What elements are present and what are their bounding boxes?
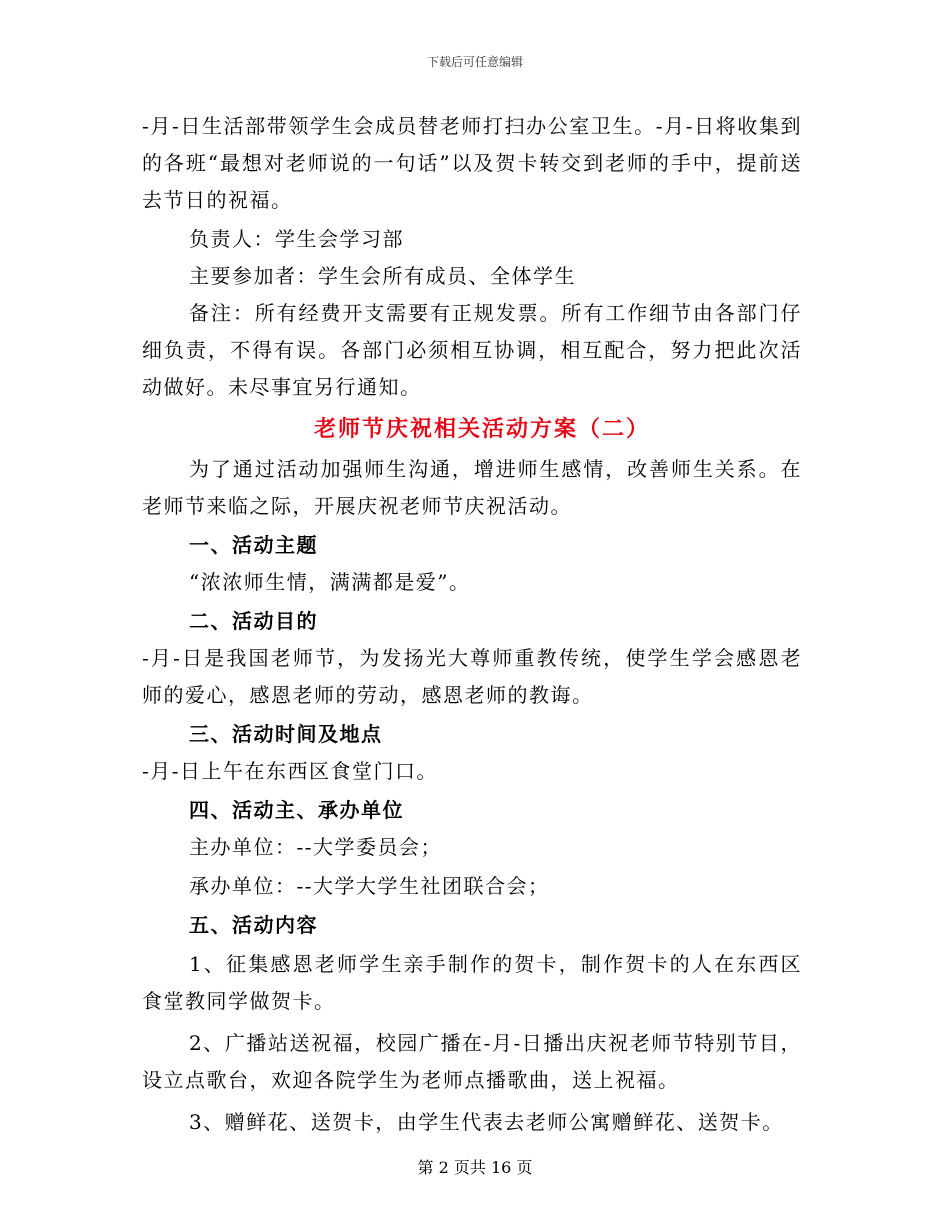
heading-content: 五、活动内容 [189,913,318,937]
paragraph-participants: 主要参加者：学生会所有成员、全体学生 [189,264,576,288]
document-body [142,108,802,1141]
page-header: 下载后可任意编辑 [426,55,523,69]
paragraph-remarks: 备注：所有经费开支需要有正规发票。所有工作细节由各部门仔细负责，不得有误。各部门必须相互协调，相互配合，努力把此次活动做好。未尽事宜另行通知。 [142,301,802,399]
theme-text: “浓浓师生情，满满都是爱”。 [189,570,471,594]
section-title: 老师节庆祝相关活动方案（二） [313,416,650,442]
organizer-undertaker: 承办单位：--大学大学生社团联合会； [189,874,550,898]
heading-organizers: 四、活动主、承办单位 [189,798,404,822]
organizer-host: 主办单位：--大学委员会； [189,835,443,859]
content-item-3: 3、赠鲜花、送贺卡，由学生代表去老师公寓赠鲜花、送贺卡。 [189,1110,784,1134]
paragraph-responsible: 负责人：学生会学习部 [189,227,404,251]
heading-time-place: 三、活动时间及地点 [189,722,383,746]
paragraph-intro: 为了通过活动加强师生沟通，增进师生感情，改善师生关系。在老师节来临之际，开展庆祝老师节庆祝活动。 [142,457,802,518]
page-footer: 第 2 页共 16 页 [417,1158,533,1177]
heading-purpose: 二、活动目的 [189,609,318,633]
purpose-text: -月-日是我国老师节，为发扬光大尊师重教传统，使学生学会感恩老师的爱心，感恩老师的劳动，感恩老师的教诲。 [142,646,802,707]
content-item-2: 2、广播站送祝福，校园广播在-月-日播出庆祝老师节特别节目，设立点歌台，欢迎各院学生为老师点播歌曲，送上祝福。 [142,1031,802,1092]
time-place-text: -月-日上午在东西区食堂门口。 [142,759,439,783]
paragraph-cleaning: -月-日生活部带领学生会成员替老师打扫办公室卫生。-月-日将收集到的各班“最想对老师说的一句话”以及贺卡转交到老师的手中，提前送去节日的祝福。 [142,114,802,212]
content-item-1: 1、征集感恩老师学生亲手制作的贺卡，制作贺卡的人在东西区食堂教同学做贺卡。 [142,952,802,1013]
heading-theme: 一、活动主题 [189,533,318,557]
